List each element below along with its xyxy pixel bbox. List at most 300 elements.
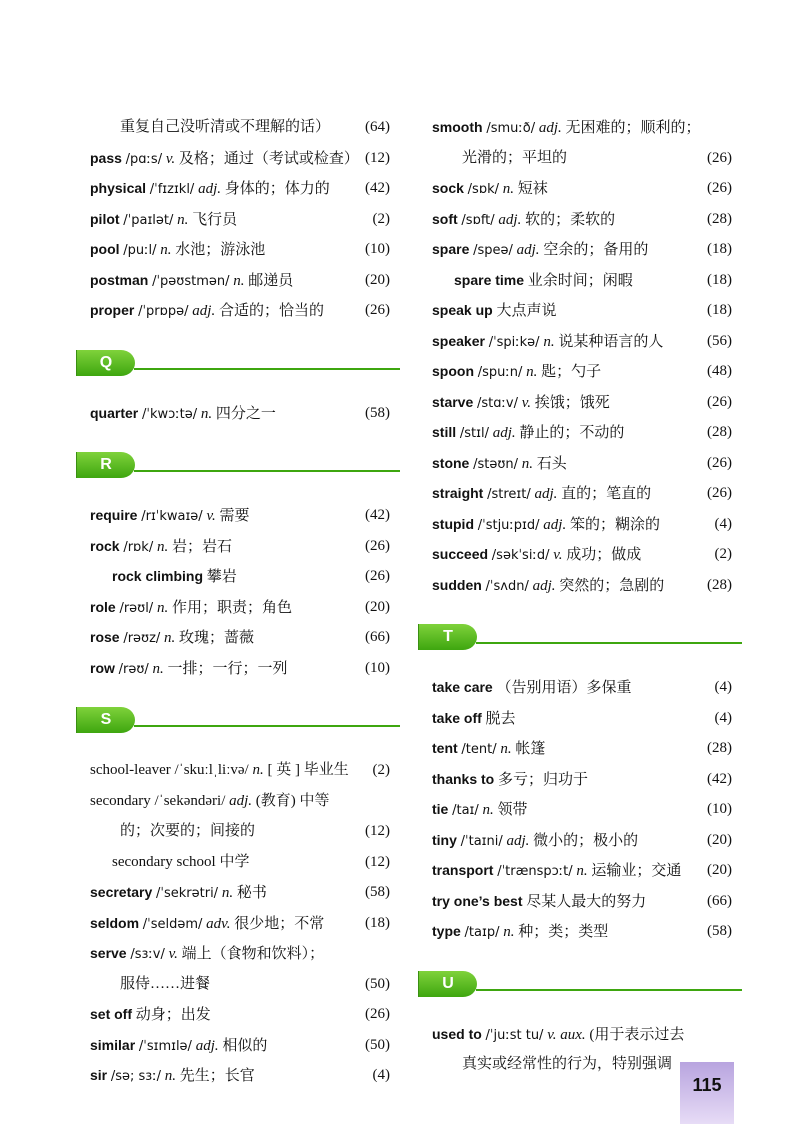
entry-text bbox=[432, 265, 633, 297]
entry-text bbox=[432, 916, 608, 949]
page-reference: (20) bbox=[365, 598, 390, 615]
headword: sir bbox=[90, 1067, 108, 1083]
section-letter-tab: Q bbox=[76, 350, 135, 376]
meaning: 水池；游泳池 bbox=[175, 242, 266, 258]
page-reference: (26) bbox=[365, 302, 390, 318]
page-reference: (28) bbox=[707, 576, 732, 593]
headword: school-leaver /ˈskuːlˌliːvə/ bbox=[90, 762, 249, 778]
headword: secondary /ˈsekəndəri/ bbox=[90, 792, 226, 809]
part-of-speech: adj. bbox=[498, 211, 522, 228]
phonetic: /ˈstjuːpɪd/ bbox=[477, 517, 540, 533]
entry-text bbox=[432, 825, 638, 858]
page-reference: (20) bbox=[707, 862, 732, 878]
section-letter-tab: S bbox=[76, 707, 135, 733]
meaning: 身体的；体力的 bbox=[224, 181, 330, 197]
part-of-speech: adj. bbox=[516, 242, 540, 258]
headword: role bbox=[90, 598, 116, 615]
page-reference: (26) bbox=[365, 537, 390, 554]
part-of-speech: n. bbox=[152, 660, 164, 677]
section-header-u bbox=[418, 967, 732, 1005]
meaning: 大点声说 bbox=[496, 303, 557, 319]
meaning: 中学 bbox=[219, 853, 250, 870]
headword: secretary bbox=[90, 884, 153, 900]
page-reference: (56) bbox=[707, 332, 732, 349]
phonetic: /smuːð/ bbox=[486, 121, 536, 136]
glossary-entry bbox=[90, 592, 390, 623]
entry-text bbox=[90, 398, 276, 431]
meaning: 直的；笔直的 bbox=[561, 486, 652, 502]
entry-text bbox=[432, 478, 651, 511]
entry-text bbox=[90, 295, 324, 328]
headword: postman bbox=[90, 271, 149, 288]
part-of-speech: adj. bbox=[195, 1037, 219, 1054]
meaning: 笨的；糊涂的 bbox=[569, 516, 660, 533]
entry-continuation: 的；次要的；间接的 bbox=[120, 823, 256, 839]
part-of-speech: adj. bbox=[534, 486, 558, 502]
page-reference: (58) bbox=[365, 404, 390, 421]
meaning: 脱去 bbox=[485, 710, 516, 727]
page-reference: (2) bbox=[714, 546, 732, 562]
entry-text bbox=[90, 877, 267, 910]
part-of-speech: n. bbox=[576, 863, 588, 879]
glossary-entry bbox=[432, 570, 732, 601]
part-of-speech: adj. bbox=[543, 516, 567, 533]
phonetic: /puːl/ bbox=[123, 243, 157, 258]
glossary-entry bbox=[90, 653, 390, 684]
meaning: 挨饿；饿死 bbox=[534, 394, 610, 411]
glossary-entry bbox=[90, 234, 390, 265]
entry-text bbox=[432, 326, 663, 359]
meaning: 石头 bbox=[536, 455, 567, 472]
entry-text bbox=[432, 173, 548, 206]
meaning: 相似的 bbox=[222, 1037, 268, 1054]
meaning: 静止的；不动的 bbox=[519, 425, 625, 441]
page-reference: (50) bbox=[365, 1036, 390, 1053]
entry-text bbox=[90, 969, 210, 1000]
phonetic: /ˈtaɪni/ bbox=[460, 833, 503, 849]
page-reference: (66) bbox=[707, 892, 732, 909]
entry-text bbox=[90, 1060, 255, 1093]
glossary-entry bbox=[432, 265, 732, 296]
headword: speaker bbox=[432, 332, 485, 349]
meaning: （告别用语）多保重 bbox=[496, 680, 632, 696]
glossary-entry bbox=[90, 265, 390, 296]
glossary-entry bbox=[432, 703, 732, 734]
glossary-entry bbox=[90, 398, 390, 429]
phonetic: /taɪp/ bbox=[464, 925, 500, 940]
part-of-speech: n. bbox=[156, 599, 169, 616]
part-of-speech: adj. bbox=[532, 577, 556, 594]
entry-text bbox=[432, 570, 664, 603]
glossary-entry bbox=[90, 877, 390, 908]
entry-text bbox=[90, 653, 288, 686]
page-reference: (50) bbox=[365, 975, 390, 992]
meaning: 秘书 bbox=[236, 885, 267, 901]
entry-text bbox=[432, 1049, 672, 1080]
meaning: 帐篷 bbox=[515, 741, 546, 757]
headword: succeed bbox=[432, 546, 489, 562]
page-reference: (4) bbox=[372, 1067, 390, 1083]
part-of-speech: n. bbox=[482, 802, 494, 818]
headword: rock bbox=[90, 537, 120, 554]
phonetic: /sə; sɜː/ bbox=[110, 1069, 161, 1084]
meaning: 领带 bbox=[497, 802, 528, 818]
page-reference: (26) bbox=[707, 454, 732, 471]
meaning: 四分之一 bbox=[215, 405, 276, 422]
page-reference: (10) bbox=[365, 241, 390, 257]
entry-text bbox=[432, 886, 646, 918]
section-rule bbox=[134, 725, 400, 727]
page-reference: (12) bbox=[365, 823, 390, 839]
headword: thanks to bbox=[432, 770, 495, 787]
page-reference: (12) bbox=[365, 853, 390, 870]
entry-text bbox=[432, 1019, 684, 1052]
phonetic: /stɑːv/ bbox=[477, 395, 518, 411]
headword: spare time bbox=[454, 271, 525, 288]
meaning: 端上（食物和饮料）； bbox=[181, 946, 325, 962]
meaning: 说某种语言的人 bbox=[558, 333, 664, 350]
page-reference: (66) bbox=[365, 629, 390, 645]
entry-text bbox=[90, 234, 265, 267]
page-reference: (18) bbox=[707, 302, 732, 318]
page-reference: (20) bbox=[707, 831, 732, 848]
entry-text bbox=[90, 143, 359, 176]
phonetic: /sɜːv/ bbox=[130, 947, 165, 962]
page-reference: (26) bbox=[707, 149, 732, 166]
page-reference: (18) bbox=[365, 914, 390, 931]
meaning: 邮递员 bbox=[248, 272, 294, 289]
part-of-speech: n. bbox=[233, 272, 245, 289]
phonetic: /ˈkwɔːtə/ bbox=[141, 406, 198, 422]
entry-text bbox=[432, 143, 567, 174]
page-reference: (28) bbox=[707, 740, 732, 756]
section-rule bbox=[476, 989, 742, 991]
part-of-speech: n. bbox=[502, 181, 514, 197]
glossary-entry bbox=[432, 448, 732, 479]
meaning: 需要 bbox=[219, 508, 250, 524]
part-of-speech: adv. bbox=[206, 915, 231, 932]
phonetic: /rəʊ/ bbox=[118, 661, 149, 677]
section-header-q bbox=[76, 346, 390, 384]
page-reference: (2) bbox=[372, 210, 390, 227]
entry-text bbox=[90, 173, 330, 206]
meaning: 尽某人最大的努力 bbox=[526, 893, 647, 910]
phonetic: /speə/ bbox=[473, 243, 513, 258]
page-reference: (48) bbox=[707, 363, 732, 379]
meaning: 种；类；类型 bbox=[518, 924, 609, 940]
glossary-entry bbox=[432, 143, 732, 174]
headword: soft bbox=[432, 210, 458, 227]
glossary-column-right bbox=[432, 112, 732, 1080]
phonetic: /ˈspiːkə/ bbox=[488, 334, 540, 350]
headword: stone bbox=[432, 454, 470, 471]
page-reference: (58) bbox=[365, 884, 390, 900]
glossary-entry bbox=[432, 855, 732, 886]
meaning: 及格；通过（考试或检查） bbox=[178, 150, 359, 167]
meaning: 飞行员 bbox=[192, 211, 238, 228]
glossary-entry bbox=[432, 916, 732, 947]
phonetic: /sɒft/ bbox=[461, 212, 495, 228]
headword: rose bbox=[90, 629, 120, 645]
meaning: 玫瑰；蔷薇 bbox=[179, 630, 255, 646]
meaning: 作用；职责；角色 bbox=[171, 599, 292, 616]
headword: physical bbox=[90, 180, 147, 196]
headword: used to bbox=[432, 1025, 482, 1042]
headword: type bbox=[432, 923, 461, 939]
entry-text bbox=[432, 234, 648, 267]
phonetic: /rɒk/ bbox=[123, 539, 154, 555]
part-of-speech: n. bbox=[164, 1068, 176, 1084]
part-of-speech: v. bbox=[521, 394, 532, 411]
entry-text bbox=[432, 733, 545, 766]
glossary-entry bbox=[90, 847, 390, 878]
phonetic: /spuːn/ bbox=[477, 365, 523, 380]
entry-text bbox=[432, 112, 701, 145]
meaning: 成功；做成 bbox=[566, 547, 642, 563]
page-reference: (28) bbox=[707, 424, 732, 440]
meaning: 无困难的；顺利的； bbox=[565, 120, 701, 136]
headword: seldom bbox=[90, 914, 140, 931]
phonetic: /taɪ/ bbox=[452, 803, 479, 818]
part-of-speech: n. bbox=[526, 364, 538, 380]
part-of-speech: n. bbox=[521, 455, 533, 472]
phonetic: /rəʊl/ bbox=[119, 600, 154, 616]
headword: sock bbox=[432, 180, 464, 196]
page-reference: (4) bbox=[714, 679, 732, 695]
glossary-entry bbox=[432, 672, 732, 703]
headword: quarter bbox=[90, 404, 139, 421]
headword: spare bbox=[432, 241, 470, 257]
headword: pool bbox=[90, 241, 120, 257]
section-header-r bbox=[76, 448, 390, 486]
meaning: 先生；长官 bbox=[179, 1068, 255, 1084]
part-of-speech: n. bbox=[177, 211, 189, 228]
headword: speak up bbox=[432, 302, 493, 318]
entry-continuation: 光滑的；平坦的 bbox=[462, 149, 568, 166]
phonetic: /ˈpəʊstmən/ bbox=[152, 273, 230, 289]
glossary-entry bbox=[432, 886, 732, 917]
entry-text bbox=[90, 561, 237, 593]
page-reference: (28) bbox=[707, 210, 732, 227]
phonetic: /ˈtrænspɔːt/ bbox=[497, 864, 573, 879]
headword: tiny bbox=[432, 831, 457, 848]
meaning: 微小的；极小的 bbox=[533, 832, 639, 849]
meaning: 空余的；备用的 bbox=[543, 242, 649, 258]
part-of-speech: adj. bbox=[192, 303, 216, 319]
entry-text bbox=[90, 112, 330, 143]
glossary-entry bbox=[90, 531, 390, 562]
part-of-speech: n. bbox=[503, 924, 515, 940]
entry-text bbox=[90, 500, 250, 533]
phonetic: /ˈsekrətri/ bbox=[156, 886, 219, 901]
glossary-entry bbox=[90, 969, 390, 1000]
entry-text bbox=[432, 356, 601, 389]
entry-text bbox=[432, 204, 615, 237]
entry-text bbox=[90, 204, 237, 237]
phonetic: /ˈsɪmɪlə/ bbox=[138, 1038, 192, 1054]
page-reference: (26) bbox=[707, 393, 732, 410]
phonetic: /sɒk/ bbox=[467, 182, 499, 197]
entry-text bbox=[90, 1030, 267, 1063]
phonetic: /tent/ bbox=[461, 742, 497, 757]
headword: take off bbox=[432, 709, 482, 726]
page-reference: (26) bbox=[707, 180, 732, 196]
part-of-speech: adj. bbox=[229, 792, 253, 809]
section-letter-tab: U bbox=[418, 971, 477, 997]
part-of-speech: v. bbox=[168, 946, 178, 962]
part-of-speech: v. bbox=[165, 150, 176, 167]
meaning: 岩；岩石 bbox=[171, 538, 232, 555]
glossary-entry bbox=[90, 622, 390, 653]
part-of-speech: v. bbox=[206, 508, 216, 524]
headword: take care bbox=[432, 679, 493, 695]
phonetic: /ˈpaɪlət/ bbox=[123, 212, 174, 228]
section-rule bbox=[134, 470, 400, 472]
meaning: 一排；一行；一列 bbox=[167, 660, 288, 677]
section-rule bbox=[476, 642, 742, 644]
headword: row bbox=[90, 659, 115, 676]
page-reference: (42) bbox=[365, 507, 390, 523]
page-reference: (4) bbox=[714, 709, 732, 726]
headword: still bbox=[432, 424, 457, 440]
entry-text bbox=[90, 938, 324, 971]
headword: tie bbox=[432, 801, 449, 817]
part-of-speech: n. bbox=[500, 741, 512, 757]
headword: spoon bbox=[432, 363, 474, 379]
entry-text bbox=[432, 764, 588, 796]
page-reference: (10) bbox=[707, 801, 732, 817]
entry-text bbox=[90, 786, 330, 817]
page-reference: (2) bbox=[372, 762, 390, 778]
part-of-speech: n. bbox=[252, 762, 264, 778]
phonetic: /ˈfɪzɪkl/ bbox=[149, 182, 195, 197]
page-reference: (12) bbox=[365, 149, 390, 166]
headword: try one’s best bbox=[432, 892, 523, 909]
entry-text bbox=[432, 855, 681, 888]
page-reference: (20) bbox=[365, 271, 390, 288]
meaning: 很少地；不常 bbox=[234, 915, 325, 932]
entry-continuation: 重复自己没听清或不理解的话） bbox=[120, 119, 331, 135]
section-letter-tab: R bbox=[76, 452, 135, 478]
entry-text bbox=[432, 448, 567, 481]
meaning: 短袜 bbox=[517, 181, 548, 197]
meaning: [ 英 ] 毕业生 bbox=[267, 762, 349, 778]
page-reference: (4) bbox=[714, 515, 732, 532]
page-reference: (42) bbox=[365, 180, 390, 196]
meaning: 攀岩 bbox=[206, 569, 237, 585]
meaning: 运输业；交通 bbox=[591, 863, 682, 879]
headword: serve bbox=[90, 945, 127, 961]
glossary-entry bbox=[90, 755, 390, 786]
glossary-entry bbox=[432, 825, 732, 856]
phonetic: /streɪt/ bbox=[487, 487, 531, 502]
part-of-speech: v. bbox=[553, 547, 563, 563]
part-of-speech: n. bbox=[221, 885, 234, 901]
entry-text bbox=[432, 703, 516, 735]
glossary-entry bbox=[90, 173, 390, 204]
glossary-entry bbox=[432, 794, 732, 825]
glossary-entry bbox=[90, 112, 390, 143]
page-reference: (26) bbox=[365, 1006, 390, 1022]
phonetic: /stəʊn/ bbox=[473, 456, 518, 472]
glossary-entry bbox=[432, 478, 732, 509]
entry-text bbox=[432, 539, 641, 572]
page-number: 115 bbox=[680, 1062, 734, 1124]
section-header-t bbox=[418, 620, 732, 658]
page-reference: (18) bbox=[707, 241, 732, 257]
part-of-speech: adj. bbox=[506, 832, 530, 849]
part-of-speech: n. bbox=[200, 405, 213, 422]
glossary-entry bbox=[432, 356, 732, 387]
section-letter-tab: T bbox=[418, 624, 477, 650]
glossary-entry bbox=[432, 539, 732, 570]
part-of-speech: n. bbox=[156, 538, 169, 555]
headword: tent bbox=[432, 740, 458, 756]
part-of-speech: n. bbox=[160, 242, 172, 258]
headword: set off bbox=[90, 1006, 132, 1022]
part-of-speech: adj. bbox=[538, 120, 562, 136]
headword: rock climbing bbox=[112, 568, 204, 584]
meaning: (教育) 中等 bbox=[255, 792, 330, 809]
entry-text bbox=[432, 794, 528, 827]
glossary-entry bbox=[432, 387, 732, 418]
glossary-entry bbox=[90, 999, 390, 1030]
entry-text bbox=[90, 999, 211, 1031]
glossary-entry bbox=[432, 1019, 732, 1050]
part-of-speech: n. bbox=[164, 630, 176, 646]
entry-text bbox=[90, 755, 349, 786]
meaning: (用于表示过去 bbox=[589, 1026, 685, 1043]
meaning: 多亏；归功于 bbox=[497, 771, 588, 788]
headword: require bbox=[90, 507, 138, 523]
meaning: 软的；柔软的 bbox=[525, 211, 616, 228]
page-reference: (26) bbox=[365, 568, 390, 584]
headword: secondary school bbox=[112, 853, 216, 870]
entry-continuation: 服侍……进餐 bbox=[120, 975, 211, 992]
headword: stupid bbox=[432, 515, 474, 532]
page-reference: (64) bbox=[365, 119, 390, 135]
entry-text bbox=[90, 531, 232, 564]
headword: proper bbox=[90, 302, 135, 318]
phonetic: /rəʊz/ bbox=[123, 631, 161, 646]
phonetic: /ˈprɒpə/ bbox=[138, 304, 189, 319]
headword: pilot bbox=[90, 210, 120, 227]
phonetic: /ˈjuːst tu/ bbox=[485, 1027, 544, 1043]
part-of-speech: v. aux. bbox=[547, 1026, 586, 1043]
entry-text bbox=[432, 417, 624, 450]
entry-text bbox=[432, 387, 610, 420]
section-header-s bbox=[76, 703, 390, 741]
entry-text bbox=[432, 509, 660, 542]
entry-text bbox=[90, 592, 292, 625]
entry-continuation: 真实或经常性的行为，特别强调 bbox=[462, 1056, 673, 1072]
glossary-entry bbox=[90, 143, 390, 174]
glossary-entry bbox=[432, 204, 732, 235]
phonetic: /stɪl/ bbox=[459, 426, 489, 441]
page-reference: (42) bbox=[707, 770, 732, 787]
glossary-entry bbox=[90, 938, 390, 969]
headword: starve bbox=[432, 393, 474, 410]
glossary-entry bbox=[432, 326, 732, 357]
entry-text bbox=[90, 816, 255, 847]
glossary-entry bbox=[432, 173, 732, 204]
glossary-entry bbox=[90, 295, 390, 326]
glossary-column-left bbox=[90, 112, 390, 1091]
entry-text bbox=[90, 847, 249, 878]
glossary-entry bbox=[90, 561, 390, 592]
headword: straight bbox=[432, 485, 484, 501]
meaning: 合适的；恰当的 bbox=[218, 303, 324, 319]
